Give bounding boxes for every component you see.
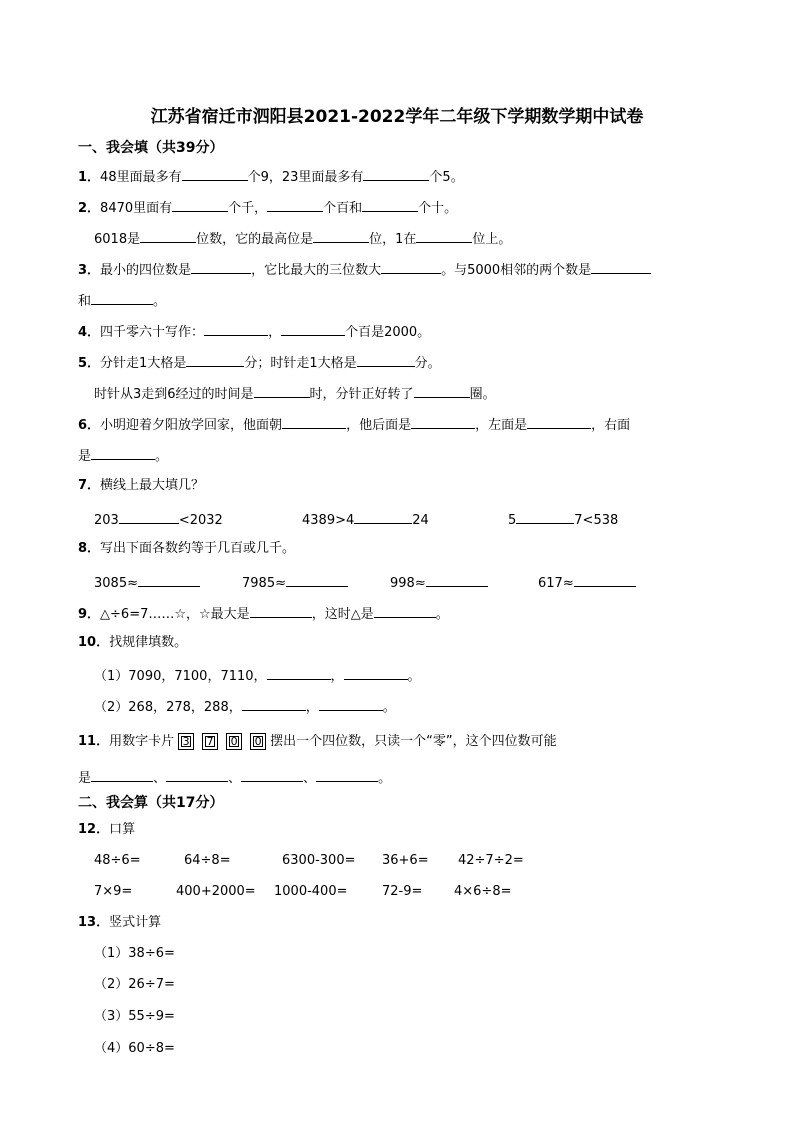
question-5-line2 <box>94 384 496 403</box>
answer-blank[interactable] <box>414 384 470 398</box>
question-text: 小明迎着夕阳放学回家，他面朝 <box>100 418 283 433</box>
answer-blank[interactable] <box>344 666 408 680</box>
answer-blank[interactable] <box>119 510 179 524</box>
answer-blank[interactable] <box>281 322 345 336</box>
question-4 <box>78 322 430 341</box>
question-text: 位，1在 <box>369 232 417 247</box>
item-text: 203 <box>94 513 119 528</box>
answer-blank[interactable] <box>191 260 251 274</box>
question-text: ，这时△是 <box>311 607 374 622</box>
answer-blank[interactable] <box>91 291 153 305</box>
mental-math-item: 1000-400= <box>274 884 348 899</box>
answer-blank[interactable] <box>241 768 303 782</box>
answer-blank[interactable] <box>316 768 378 782</box>
question-text: 个9，23里面最多有 <box>247 170 364 185</box>
question-text: 48里面最多有 <box>100 170 182 185</box>
question-text: 。 <box>435 607 449 622</box>
section1-heading: 一、我会填（共39分） <box>78 140 224 156</box>
question-3 <box>78 260 651 279</box>
question-number: 10． <box>78 635 110 650</box>
question-number: 6． <box>78 418 101 433</box>
vertical-calc-item: （3）55÷9= <box>94 1009 175 1024</box>
item-text: 998≈ <box>390 576 426 591</box>
question-text: 、 <box>153 771 167 786</box>
answer-blank[interactable] <box>182 167 248 181</box>
question-number: 9． <box>78 607 101 622</box>
answer-blank[interactable] <box>250 604 312 618</box>
question-text: 个百是2000。 <box>345 325 431 340</box>
question-text: 。 <box>378 771 392 786</box>
question-text: ， <box>268 325 282 340</box>
question-number: 11． <box>78 734 110 749</box>
question-number: 12． <box>78 822 110 837</box>
item-text: 。 <box>407 669 421 684</box>
answer-blank[interactable] <box>254 384 310 398</box>
question-8-item <box>94 573 200 592</box>
question-text: 、 <box>303 771 317 786</box>
question-11-line2 <box>78 768 391 787</box>
answer-blank[interactable] <box>204 322 268 336</box>
question-text: 最小的四位数是 <box>100 263 192 278</box>
page-title: 江苏省宿迁市泗阳县2021-2022学年二年级下学期数学期中试卷 <box>150 107 644 127</box>
question-number: 5． <box>78 356 101 371</box>
question-9 <box>78 604 449 623</box>
answer-blank[interactable] <box>282 415 346 429</box>
answer-blank[interactable] <box>172 198 228 212</box>
question-number: 4． <box>78 325 101 340</box>
digit-card: 7 <box>202 733 218 750</box>
question-8 <box>78 541 295 557</box>
question-text: 写出下面各数约等于几百或几千。 <box>100 541 296 556</box>
question-text: 分。 <box>414 356 441 371</box>
question-text: 位上。 <box>472 232 512 247</box>
question-text: 个百和 <box>323 201 363 216</box>
question-text: 口算 <box>109 822 136 837</box>
digit-card: 0 <box>250 733 266 750</box>
question-text: 竖式计算 <box>109 915 162 930</box>
question-number: 7． <box>78 478 101 493</box>
item-text: 3085≈ <box>94 576 138 591</box>
answer-blank[interactable] <box>91 446 155 460</box>
digit-card: 0 <box>226 733 242 750</box>
question-text: 个千， <box>228 201 268 216</box>
mental-math-item: 48÷6= <box>94 853 141 868</box>
question-number: 1． <box>78 170 101 185</box>
item-text: <2032 <box>178 513 223 528</box>
question-8-item <box>242 573 348 592</box>
question-7-item-1 <box>94 510 223 529</box>
answer-blank[interactable] <box>166 768 228 782</box>
question-text: 横线上最大填几？ <box>100 478 205 493</box>
vertical-calc-item: （1）38÷6= <box>94 946 175 961</box>
question-text: 6018是 <box>94 232 141 247</box>
question-10 <box>78 635 187 651</box>
answer-blank[interactable] <box>91 768 153 782</box>
question-text: 位数，它的最高位是 <box>196 232 314 247</box>
answer-blank[interactable] <box>411 415 475 429</box>
item-text: 5 <box>508 513 517 528</box>
question-text: 是 <box>78 449 92 464</box>
question-text: 。 <box>155 449 169 464</box>
question-text: 8470里面有 <box>100 201 173 216</box>
question-text: ，右面 <box>591 418 631 433</box>
question-text: ，左面是 <box>475 418 528 433</box>
question-6-line2 <box>78 446 168 465</box>
question-text: 。 <box>153 294 167 309</box>
mental-math-item: 4×6÷8= <box>454 884 512 899</box>
answer-blank[interactable] <box>527 415 591 429</box>
question-text: 分针走1大格是 <box>100 356 187 371</box>
section2-heading: 二、我会算（共17分） <box>78 795 224 811</box>
mental-math-item: 42÷7÷2= <box>458 853 524 868</box>
question-number: 13． <box>78 915 110 930</box>
question-2 <box>78 198 457 217</box>
answer-blank[interactable] <box>354 510 412 524</box>
mental-math-item: 6300-300= <box>282 853 356 868</box>
item-text: 617≈ <box>538 576 574 591</box>
question-6 <box>78 415 630 434</box>
item-text: 。 <box>382 700 396 715</box>
question-13 <box>78 915 161 931</box>
answer-blank[interactable] <box>381 260 441 274</box>
question-text: 用数字卡片 <box>109 734 175 749</box>
question-text: 时针从3走到6经过的时间是 <box>94 387 254 402</box>
question-text: 是 <box>78 771 92 786</box>
question-number: 8． <box>78 541 101 556</box>
question-1 <box>78 167 464 186</box>
question-10-part-1 <box>94 666 421 685</box>
item-text: 7<538 <box>574 513 619 528</box>
question-text: 摆出一个四位数，只读一个“零”，这个四位数可能 <box>270 734 557 749</box>
answer-blank[interactable] <box>374 604 436 618</box>
answer-blank[interactable] <box>516 510 574 524</box>
answer-blank[interactable] <box>242 697 306 711</box>
question-8-item <box>390 573 488 592</box>
answer-blank[interactable] <box>138 573 200 587</box>
answer-blank[interactable] <box>363 167 429 181</box>
answer-blank[interactable] <box>591 260 651 274</box>
question-text: △÷6=7……☆，☆最大是 <box>100 607 250 622</box>
question-text: 和 <box>78 294 92 309</box>
question-3-line2 <box>78 291 166 310</box>
question-5 <box>78 353 441 372</box>
question-number: 2． <box>78 201 101 216</box>
item-text: ， <box>330 669 344 684</box>
question-text: 时，分针正好转了 <box>309 387 414 402</box>
question-7-item-3 <box>508 510 618 529</box>
answer-blank[interactable] <box>186 353 244 367</box>
item-text: （1）7090，7100，7110， <box>94 669 267 684</box>
item-text: 4389>4 <box>302 513 355 528</box>
answer-blank[interactable] <box>313 229 369 243</box>
answer-blank[interactable] <box>426 573 488 587</box>
question-12 <box>78 822 135 838</box>
mental-math-item: 400+2000= <box>176 884 256 899</box>
mental-math-item: 36+6= <box>382 853 429 868</box>
question-text: 圈。 <box>469 387 496 402</box>
item-text: 24 <box>412 513 429 528</box>
question-11 <box>78 733 557 750</box>
question-text: 找规律填数。 <box>109 635 188 650</box>
answer-blank[interactable] <box>267 666 331 680</box>
question-text: 。与5000相邻的两个数是 <box>441 263 592 278</box>
question-text: 个十。 <box>418 201 458 216</box>
question-text: ，他后面是 <box>346 418 412 433</box>
question-2-line2 <box>94 229 511 248</box>
question-text: 四千零六十写作： <box>100 325 205 340</box>
answer-blank[interactable] <box>140 229 196 243</box>
answer-blank[interactable] <box>286 573 348 587</box>
mental-math-item: 7×9= <box>94 884 133 899</box>
question-text: 个5。 <box>429 170 464 185</box>
answer-blank[interactable] <box>357 353 415 367</box>
vertical-calc-item: （4）60÷8= <box>94 1041 175 1056</box>
question-text: ，它比最大的三位数大 <box>251 263 382 278</box>
answer-blank[interactable] <box>574 573 636 587</box>
item-text: 7985≈ <box>242 576 286 591</box>
answer-blank[interactable] <box>416 229 472 243</box>
question-7 <box>78 478 204 494</box>
answer-blank[interactable] <box>362 198 418 212</box>
question-10-part-2 <box>94 697 396 716</box>
item-text: （2）268，278，288， <box>94 700 242 715</box>
question-7-item-2 <box>302 510 429 529</box>
item-text: ， <box>305 700 319 715</box>
answer-blank[interactable] <box>267 198 323 212</box>
question-text: 分；时针走1大格是 <box>244 356 357 371</box>
digit-card: 3 <box>178 733 194 750</box>
question-text: 、 <box>228 771 242 786</box>
mental-math-item: 64÷8= <box>184 853 231 868</box>
mental-math-item: 72-9= <box>382 884 423 899</box>
vertical-calc-item: （2）26÷7= <box>94 977 175 992</box>
answer-blank[interactable] <box>319 697 383 711</box>
question-8-item <box>538 573 636 592</box>
question-number: 3． <box>78 263 101 278</box>
